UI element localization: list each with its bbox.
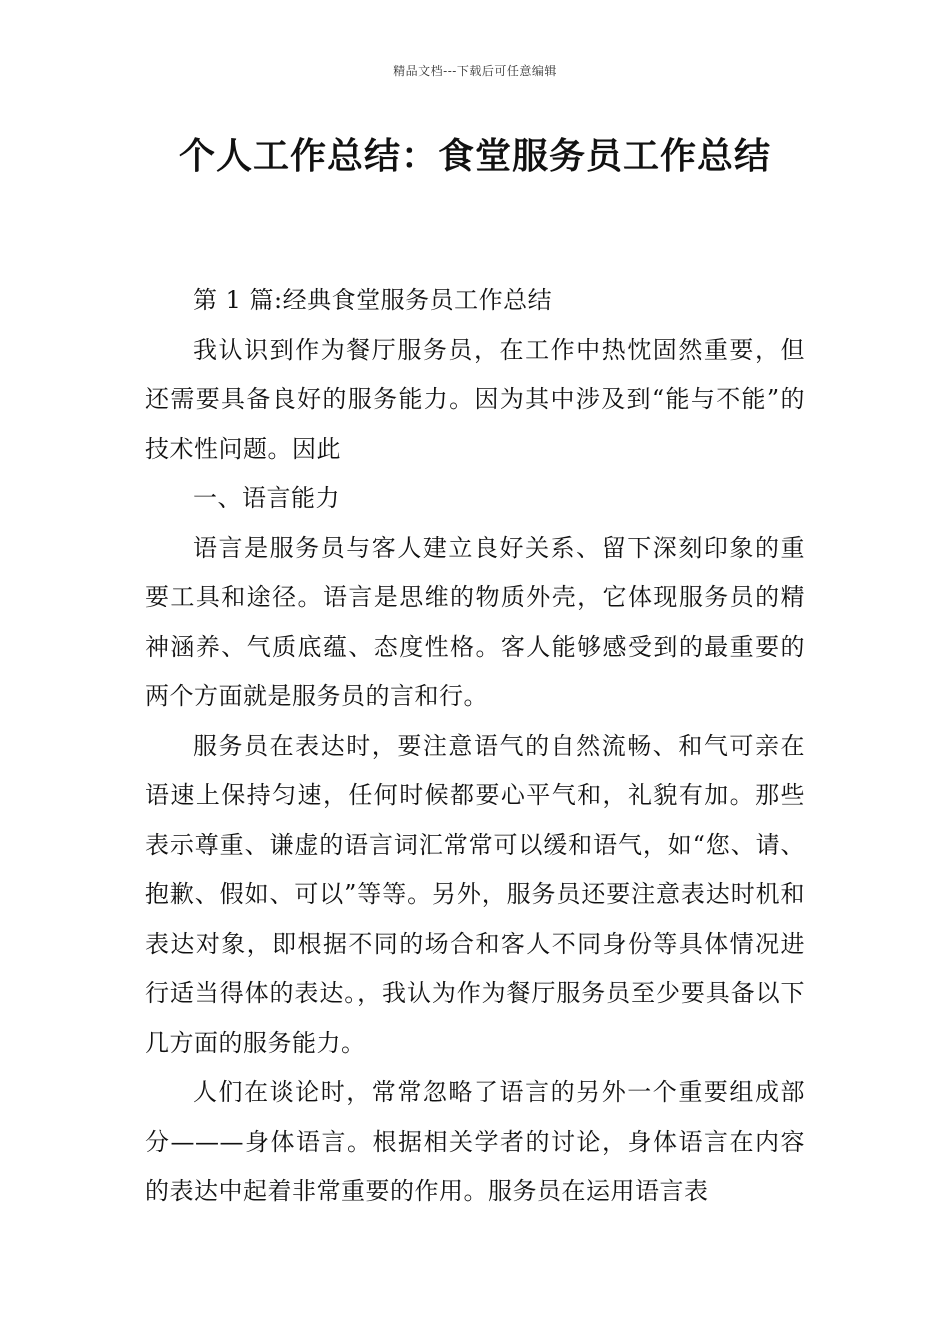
document-title: 个人工作总结：食堂服务员工作总结	[178, 136, 771, 177]
document-body	[145, 276, 805, 1217]
subsection-heading: 一、语言能力	[193, 484, 340, 512]
paragraph: 人们在谈论时，常常忽略了语言的另外一个重要组成部分———身体语言。根据相关学者的讨论，身体语言在内容的表达中起着非常重要的作用。服务员在运用语言表	[145, 1078, 805, 1205]
header-note: 精品文档---下载后可任意编辑	[393, 64, 557, 78]
paragraph: 语言是服务员与客人建立良好关系、留下深刻印象的重要工具和途径。语言是思维的物质外壳，它体现服务员的精神涵养、气质底蕴、态度性格。客人能够感受到的最重要的两个方面就是服务员的言和行。	[145, 533, 805, 710]
paragraph: 服务员在表达时，要注意语气的自然流畅、和气可亲在语速上保持匀速，任何时候都要心平气和，礼貌有加。那些表示尊重、谦虚的语言词汇常常可以缓和语气，如“您、请、抱歉、假如、可以”等等。另外，服务员还要注意表达时机和表达对象，即根据不同的场合和客人不同身份等具体情况进行适当得体的表达。，我认为作为餐厅服务员至少要具备以下几方面的服务能力。	[145, 731, 805, 1057]
paragraph: 我认识到作为餐厅服务员，在工作中热忱固然重要，但还需要具备良好的服务能力。因为其中涉及到“能与不能”的技术性问题。因此	[145, 335, 805, 463]
section-heading: 第 1 篇:经典食堂服务员工作总结	[193, 286, 553, 314]
